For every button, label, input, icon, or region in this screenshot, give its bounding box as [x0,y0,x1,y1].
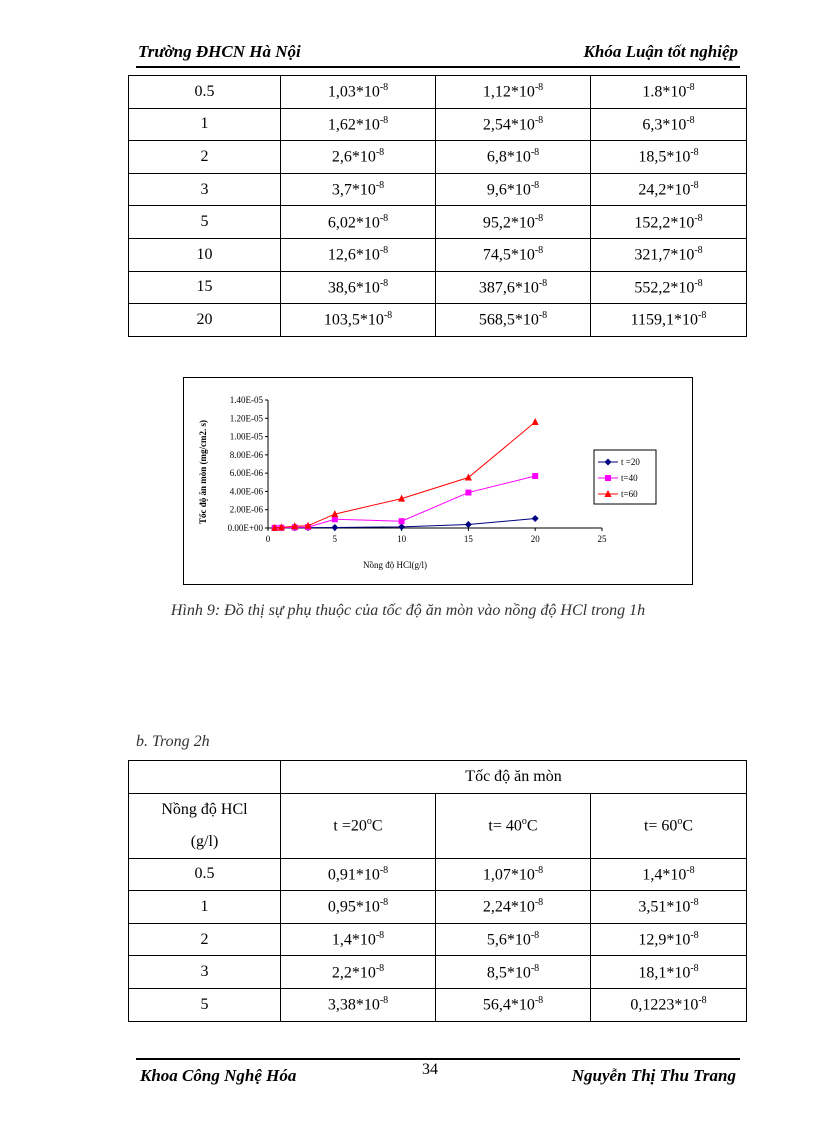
cell-value: 0.5 [194,865,215,883]
cell-value: 1 [200,115,209,133]
table-row [129,173,747,206]
concentration-cell [129,891,281,924]
legend-marker [605,475,611,481]
cell-value: 2,2*10 [331,963,376,981]
col-header-20-label: t =20 [333,817,367,835]
cell-value: 5,6*10 [486,931,531,949]
table-2h [128,760,747,1022]
cell-value: 12,9*10 [638,931,691,949]
concentration-cell [129,141,281,174]
table-row [129,304,747,337]
rate-cell [436,923,591,956]
rate-cell [436,956,591,989]
cell-value: 1,12*10 [482,83,535,101]
degree-sign: o [366,815,372,827]
exponent: -8 [375,147,385,159]
exponent: -8 [375,929,385,941]
cell-value: 10 [196,245,213,263]
y-tick-label: 1.20E-05 [229,413,263,424]
exponent: -8 [530,962,540,974]
exponent: -8 [375,179,385,191]
cell-value: 103,5*10 [323,311,384,329]
rate-cell [436,271,591,304]
cell-value: 552,2*10 [634,279,695,297]
table-row [129,858,747,891]
figure-caption: Hình 9: Đồ thị sự phụ thuộc của tốc độ ăn mòn vào nồng độ HCl trong 1h [170,602,646,619]
cell-value: 15 [196,278,213,296]
table-row [129,891,747,924]
concentration-cell [129,923,281,956]
exponent: -8 [379,864,389,876]
exponent: -8 [534,245,544,257]
rate-cell [281,988,436,1021]
exponent: -8 [698,310,707,322]
cell-value: 152,2*10 [634,213,695,231]
rate-cell [436,891,591,924]
x-tick-label: 20 [530,534,540,544]
legend-label: t =20 [621,457,640,467]
concentration-cell [129,238,281,271]
cell-value: 12,6*10 [327,246,380,264]
exponent: -8 [686,82,695,94]
rate-cell [281,141,436,174]
cell-value: 9,6*10 [486,181,531,199]
rate-cell [436,304,591,337]
table-row [129,923,747,956]
table-row [129,988,747,1021]
concentration-cell [129,988,281,1021]
rate-cell [436,141,591,174]
cell-value: 18,1*10 [638,963,691,981]
chart-svg [184,378,692,584]
exponent: -8 [538,310,548,322]
exponent: -8 [690,179,699,191]
exponent: -8 [694,212,703,224]
exponent: -8 [534,114,544,126]
data-point [465,490,471,496]
cell-value: 2 [200,930,209,948]
series-line-2 [275,422,536,528]
cell-value: 95,2*10 [482,213,535,231]
cell-value: 3,38*10 [327,996,380,1014]
exponent: -8 [538,277,548,289]
concentration-cell [129,271,281,304]
y-tick-label: 4.00E-06 [229,486,263,497]
row-header [129,793,281,858]
rate-cell [591,988,747,1021]
y-tick-label: 0.00E+00 [227,523,263,533]
header-school: Trường ĐHCN Hà Nội [138,42,301,61]
exponent: -8 [686,864,695,876]
rate-cell [436,108,591,141]
cell-value: 2,6*10 [331,148,376,166]
rate-cell [591,271,747,304]
table-row [129,141,747,174]
cell-value: 3,7*10 [331,181,376,199]
rate-cell [591,923,747,956]
rate-cell [281,76,436,109]
exponent: -8 [379,212,389,224]
exponent: -8 [530,929,540,941]
series-line-1 [275,476,536,528]
exponent: -8 [379,897,389,909]
row-header-line2: (g/l) [190,832,219,850]
cell-value: 74,5*10 [482,246,535,264]
cell-value: 0.5 [194,82,215,100]
rate-cell [281,173,436,206]
col-header-20 [281,793,436,858]
degree-unit: C [526,817,538,835]
rate-cell [591,891,747,924]
data-point [532,418,539,425]
cell-value: 1159,1*10 [630,311,699,329]
cell-value: 387,6*10 [478,279,539,297]
rate-cell [281,923,436,956]
x-tick-label: 0 [265,534,271,544]
cell-value: 1,07*10 [482,866,535,884]
footer-faculty: Khoa Công Nghệ Hóa [140,1066,297,1085]
cell-value: 1,4*10 [331,931,376,949]
col-header-60 [591,793,747,858]
cell-value: 24,2*10 [638,181,691,199]
rate-cell [436,988,591,1021]
exponent: -8 [379,277,389,289]
exponent: -8 [379,245,389,257]
cell-value: 8,5*10 [486,963,531,981]
cell-value: 5 [200,995,209,1013]
table-row [129,206,747,239]
section-label: b. Trong 2h [136,733,210,750]
rate-cell [591,238,747,271]
y-tick-label: 6.00E-06 [229,468,263,479]
table-row [129,108,747,141]
concentration-cell [129,858,281,891]
cell-value: 6,02*10 [327,213,380,231]
y-tick-label: 1.40E-05 [229,395,263,405]
data-point [331,524,338,531]
table-row [129,271,747,304]
cell-value: 3,51*10 [638,898,691,916]
degree-sign: o [677,815,683,827]
data-point [532,515,539,522]
data-point [465,521,472,528]
col-header-40-label: t= 40 [488,817,522,835]
table-row [129,238,747,271]
cell-value: 1,03*10 [327,83,380,101]
cell-value: 3 [200,180,209,198]
exponent: -8 [379,114,389,126]
exponent: -8 [379,82,389,94]
rate-cell [591,141,747,174]
row-header-line1: Nồng độ HCl [161,800,248,818]
y-tick-label: 1.00E-05 [229,431,263,442]
cell-value: 38,6*10 [327,279,380,297]
exponent: -8 [690,147,699,159]
cell-value: 1 [200,897,209,915]
exponent: -8 [534,897,544,909]
cell-value: 56,4*10 [482,996,535,1014]
x-tick-label: 10 [397,534,407,544]
page-header [136,40,740,68]
rate-cell [591,76,747,109]
exponent: -8 [698,995,707,1007]
rate-cell [436,858,591,891]
cell-value: 568,5*10 [478,311,539,329]
header-doc-type: Khóa Luận tốt nghiệp [583,42,738,61]
cell-value: 0,91*10 [327,866,380,884]
rate-cell [281,271,436,304]
concentration-cell [129,206,281,239]
cell-value: 6,3*10 [642,116,687,134]
table-2h-part1 [128,75,747,337]
rate-cell [591,304,747,337]
x-tick-label: 25 [597,534,607,544]
degree-unit: C [371,817,383,835]
table-row [129,956,747,989]
table-row [129,76,747,109]
rate-cell [281,304,436,337]
y-tick-label: 8.00E-06 [229,449,263,460]
rate-cell [591,858,747,891]
cell-value: 20 [196,310,213,328]
cell-value: 3 [200,963,209,981]
y-tick-label: 2.00E-06 [229,504,263,515]
cell-value: 2,24*10 [482,898,535,916]
cell-value: 0,95*10 [327,898,380,916]
cell-value: 18,5*10 [638,148,691,166]
exponent: -8 [534,82,544,94]
rate-cell [591,173,747,206]
legend-label: t=60 [621,489,638,499]
col-header-40 [436,793,591,858]
rate-cell [281,956,436,989]
rate-cell [591,206,747,239]
rate-cell [281,206,436,239]
y-axis-label: Tốc độ ăn mòn (mg/cm2. s) [198,420,208,524]
cell-value: 321,7*10 [634,246,695,264]
exponent: -8 [534,995,544,1007]
exponent: -8 [534,212,544,224]
col-header-60-label: t= 60 [643,817,678,835]
cell-value: 2 [200,147,209,165]
corrosion-chart [183,377,693,585]
rate-cell [436,238,591,271]
rate-cell [436,206,591,239]
group-header: Tốc độ ăn mòn [281,761,747,794]
data-point [399,518,405,524]
exponent: -8 [690,897,699,909]
exponent: -8 [383,310,393,322]
exponent: -8 [690,962,699,974]
exponent: -8 [375,962,385,974]
rate-cell [436,76,591,109]
exponent: -8 [694,277,703,289]
concentration-cell [129,173,281,206]
cell-value: 6,8*10 [486,148,531,166]
data-point [465,474,472,481]
empty-corner-cell [129,761,281,794]
data-point [332,516,338,522]
rate-cell [436,173,591,206]
cell-value: 1,4*10 [642,866,687,884]
exponent: -8 [690,929,699,941]
exponent: -8 [530,147,540,159]
exponent: -8 [379,995,389,1007]
cell-value: 2,54*10 [482,116,535,134]
rate-cell [281,858,436,891]
exponent: -8 [530,179,540,191]
x-tick-label: 5 [332,534,338,544]
rate-cell [281,891,436,924]
concentration-cell [129,108,281,141]
degree-unit: C [682,817,694,835]
concentration-cell [129,304,281,337]
rate-cell [281,108,436,141]
cell-value: 0,1223*10 [630,996,699,1014]
data-point [532,473,538,479]
x-axis-label: Nồng độ HCl(g/l) [363,560,427,570]
x-tick-label: 15 [463,534,473,544]
page-number: 34 [422,1061,438,1078]
cell-value: 1,62*10 [327,116,380,134]
exponent: -8 [534,864,544,876]
exponent: -8 [694,245,703,257]
cell-value: 5 [200,213,209,231]
data-point [398,523,405,530]
legend-label: t=40 [621,473,638,483]
rate-cell [281,238,436,271]
degree-sign: o [521,815,527,827]
rate-cell [591,956,747,989]
page-footer [136,1058,740,1090]
cell-value: 1.8*10 [642,83,687,101]
concentration-cell [129,76,281,109]
concentration-cell [129,956,281,989]
exponent: -8 [686,114,695,126]
footer-author: Nguyễn Thị Thu Trang [571,1066,736,1085]
rate-cell [591,108,747,141]
